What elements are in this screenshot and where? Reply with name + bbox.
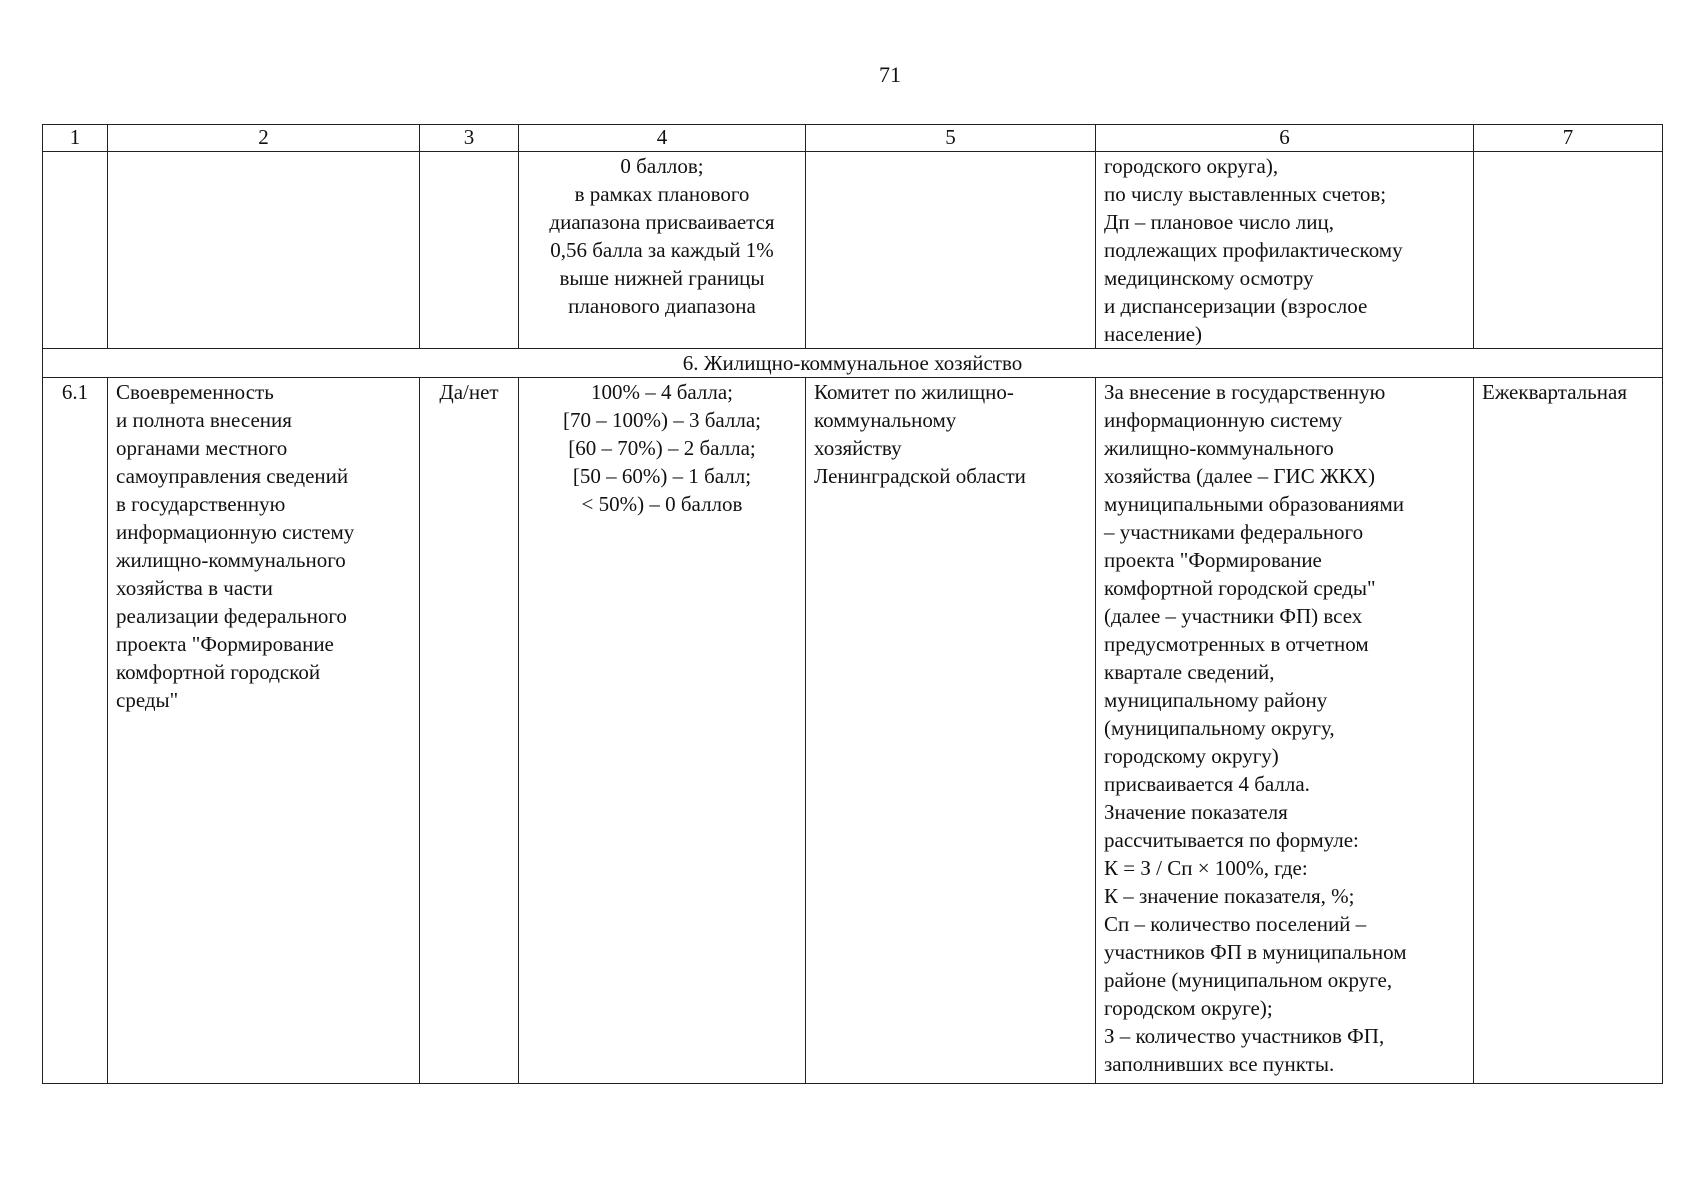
text-line: Ежеквартальная: [1482, 380, 1627, 404]
text-line: Комитет по жилищно-: [814, 380, 1014, 404]
header-cell-2: 2: [108, 125, 420, 152]
scoring-cell: [519, 378, 806, 1084]
text-line: хозяйству: [814, 436, 902, 460]
header-row: [43, 125, 1663, 152]
text-line: информационную систему: [1104, 408, 1343, 432]
text-line: предусмотренных в отчетном: [1104, 632, 1369, 656]
text-line: К – значение показателя, %;: [1104, 884, 1355, 908]
text-line: присваивается 4 балла.: [1104, 772, 1310, 796]
text-line: – участниками федерального: [1104, 520, 1364, 544]
text-line: Да/нет: [439, 380, 499, 404]
text-line: 0,56 балла за каждый 1%: [550, 238, 774, 262]
text-line: За внесение в государственную: [1104, 380, 1386, 404]
table-cell: [43, 152, 108, 349]
text-line: информационную систему: [116, 520, 355, 544]
scoring-cell: [519, 152, 806, 349]
text-line: Значение показателя: [1104, 800, 1288, 824]
header-cell-7: 7: [1474, 125, 1663, 152]
header-cell-3: 3: [420, 125, 519, 152]
text-line: органами местного: [116, 436, 288, 460]
text-line: городском округе);: [1104, 996, 1273, 1020]
text-line: планового диапазона: [568, 294, 756, 318]
method-cell: [1096, 152, 1474, 349]
text-line: проекта "Формирование: [1104, 548, 1322, 572]
indicator-unit: [420, 378, 519, 1084]
text-line: городского округа),: [1104, 154, 1279, 178]
text-line: З – количество участников ФП,: [1104, 1024, 1385, 1048]
indicator-table: [42, 124, 1663, 1084]
text-line: 100% – 4 балла;: [590, 380, 734, 404]
text-line: проекта "Формирование: [116, 632, 334, 656]
text-line: и диспансеризации (взрослое: [1104, 294, 1368, 318]
text-line: Сп – количество поселений –: [1104, 912, 1367, 936]
text-line: участников ФП в муниципальном: [1104, 940, 1407, 964]
text-line: выше нижней границы: [559, 266, 765, 290]
header-cell-4: 4: [519, 125, 806, 152]
text-line: комфортной городской: [116, 660, 321, 684]
text-line: в государственную: [116, 492, 286, 516]
text-line: городскому округу): [1104, 744, 1279, 768]
text-line: [70 – 100%) – 3 балла;: [562, 408, 762, 432]
text-line: [60 – 70%) – 2 балла;: [568, 436, 756, 460]
text-line: реализации федерального: [116, 604, 347, 628]
text-line: (муниципальному округу,: [1104, 716, 1335, 740]
table-cell: [1474, 152, 1663, 349]
text-line: самоуправления сведений: [116, 464, 349, 488]
text-line: муниципальными образованиями: [1104, 492, 1404, 516]
header-cell-1: 1: [43, 125, 108, 152]
text-line: рассчитывается по формуле:: [1104, 828, 1359, 852]
text-line: комфортной городской среды": [1104, 576, 1376, 600]
periodicity: [1474, 378, 1663, 1084]
text-line: по числу выставленных счетов;: [1104, 182, 1387, 206]
indicator-number: [43, 378, 108, 1084]
text-line: диапазона присваивается: [549, 210, 775, 234]
text-line: и полнота внесения: [116, 408, 292, 432]
text-line: хозяйства в части: [116, 576, 273, 600]
text-line: 6.1: [61, 380, 89, 404]
text-line: население): [1104, 322, 1203, 346]
indicator-row-6-1: [43, 378, 1663, 1084]
text-line: [50 – 60%) – 1 балл;: [572, 464, 752, 488]
text-line: квартале сведений,: [1104, 660, 1275, 684]
text-line: жилищно-коммунального: [116, 548, 346, 572]
indicator-name: [108, 378, 420, 1084]
text-line: Дп – плановое число лиц,: [1104, 210, 1334, 234]
text-line: хозяйства (далее – ГИС ЖКХ): [1104, 464, 1375, 488]
text-line: районе (муниципальном округе,: [1104, 968, 1393, 992]
header-cell-6: 6: [1096, 125, 1474, 152]
text-line: жилищно-коммунального: [1104, 436, 1334, 460]
text-line: коммунальному: [814, 408, 957, 432]
text-line: среды": [116, 688, 179, 712]
method-cell: [1096, 378, 1474, 1084]
text-line: < 50%) – 0 баллов: [581, 492, 743, 516]
text-line: заполнивших все пункты.: [1104, 1052, 1335, 1076]
text-line: подлежащих профилактическому: [1104, 238, 1403, 262]
table-cell: [108, 152, 420, 349]
header-cell-5: 5: [806, 125, 1096, 152]
text-line: медицинскому осмотру: [1104, 266, 1314, 290]
text-line: (далее – участники ФП) всех: [1104, 604, 1363, 628]
section-title: 6. Жилищно-коммунальное хозяйство: [43, 349, 1663, 378]
text-line: Своевременность: [116, 380, 274, 404]
text-line: в рамках планового: [574, 182, 750, 206]
continuation-row: [43, 152, 1663, 349]
page-number: 71: [879, 62, 901, 87]
text-line: муниципальному району: [1104, 688, 1328, 712]
section-row: [43, 349, 1663, 378]
responsible-body: [806, 378, 1096, 1084]
text-line: 0 баллов;: [620, 154, 704, 178]
text-line: К = З / Сп × 100%, где:: [1104, 856, 1308, 880]
table-cell: [420, 152, 519, 349]
table-cell: [806, 152, 1096, 349]
text-line: Ленинградской области: [814, 464, 1026, 488]
